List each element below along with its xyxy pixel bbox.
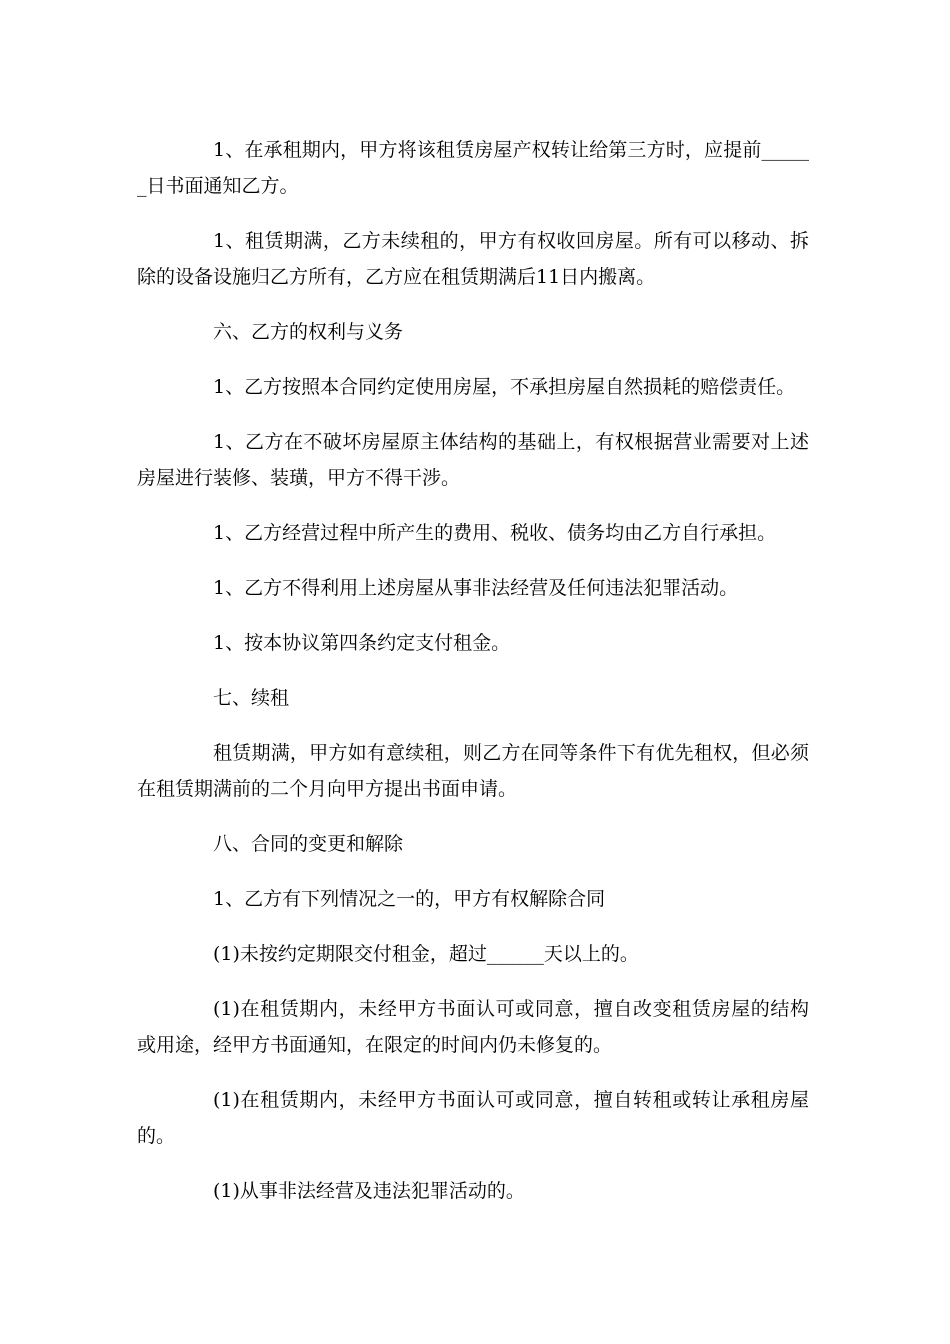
clause-expenses: 1、乙方经营过程中所产生的费用、税收、债务均由乙方自行承担。 <box>213 522 777 544</box>
clause-termination-conditions: 1、乙方有下列情况之一的，甲方有权解除合同 <box>213 888 606 910</box>
clause-illegal-activity: 1、乙方不得利用上述房屋从事非法经营及任何违法犯罪活动。 <box>213 577 739 599</box>
clause-notice-transfer: 1、在承租期内，甲方将该租赁房屋产权转让给第三方时，应提前______日书面通知乙方。 <box>137 139 809 197</box>
clause-use-property: 1、乙方按照本合同约定使用房屋，不承担房屋自然损耗的赔偿责任。 <box>213 376 796 398</box>
clause-renewal-priority: 租赁期满，甲方如有意续租，则乙方在同等条件下有优先租权，但必须在租赁期满前的二个月向甲方提出书面申请。 <box>137 742 809 800</box>
section-heading-tenant-rights: 六、乙方的权利与义务 <box>213 321 404 343</box>
clause-lease-expiry: 1、租赁期满，乙方未续租的，甲方有权收回房屋。所有可以移动、拆除的设备设施归乙方所有，乙方应在租赁期满后11日内搬离。 <box>137 230 809 288</box>
document-body <box>137 132 809 1228</box>
clause-pay-rent: 1、按本协议第四条约定支付租金。 <box>213 632 511 654</box>
section-heading-renewal: 七、续租 <box>213 687 290 709</box>
section-heading-change-termination: 八、合同的变更和解除 <box>213 833 404 855</box>
clause-item-illegal-business: (1)从事非法经营及违法犯罪活动的。 <box>213 1180 525 1202</box>
clause-item-structure-change: (1)在租赁期内，未经甲方书面认可或同意，擅自改变租赁房屋的结构或用途，经甲方书面通知，在限定的时间内仍未修复的。 <box>137 998 809 1056</box>
clause-renovation: 1、乙方在不破坏房屋原主体结构的基础上，有权根据营业需要对上述房屋进行装修、装璜，甲方不得干涉。 <box>137 431 809 489</box>
clause-item-sublet: (1)在租赁期内，未经甲方书面认可或同意，擅自转租或转让承租房屋的。 <box>137 1089 809 1147</box>
clause-item-late-rent: (1)未按约定期限交付租金，超过______天以上的。 <box>213 943 639 965</box>
